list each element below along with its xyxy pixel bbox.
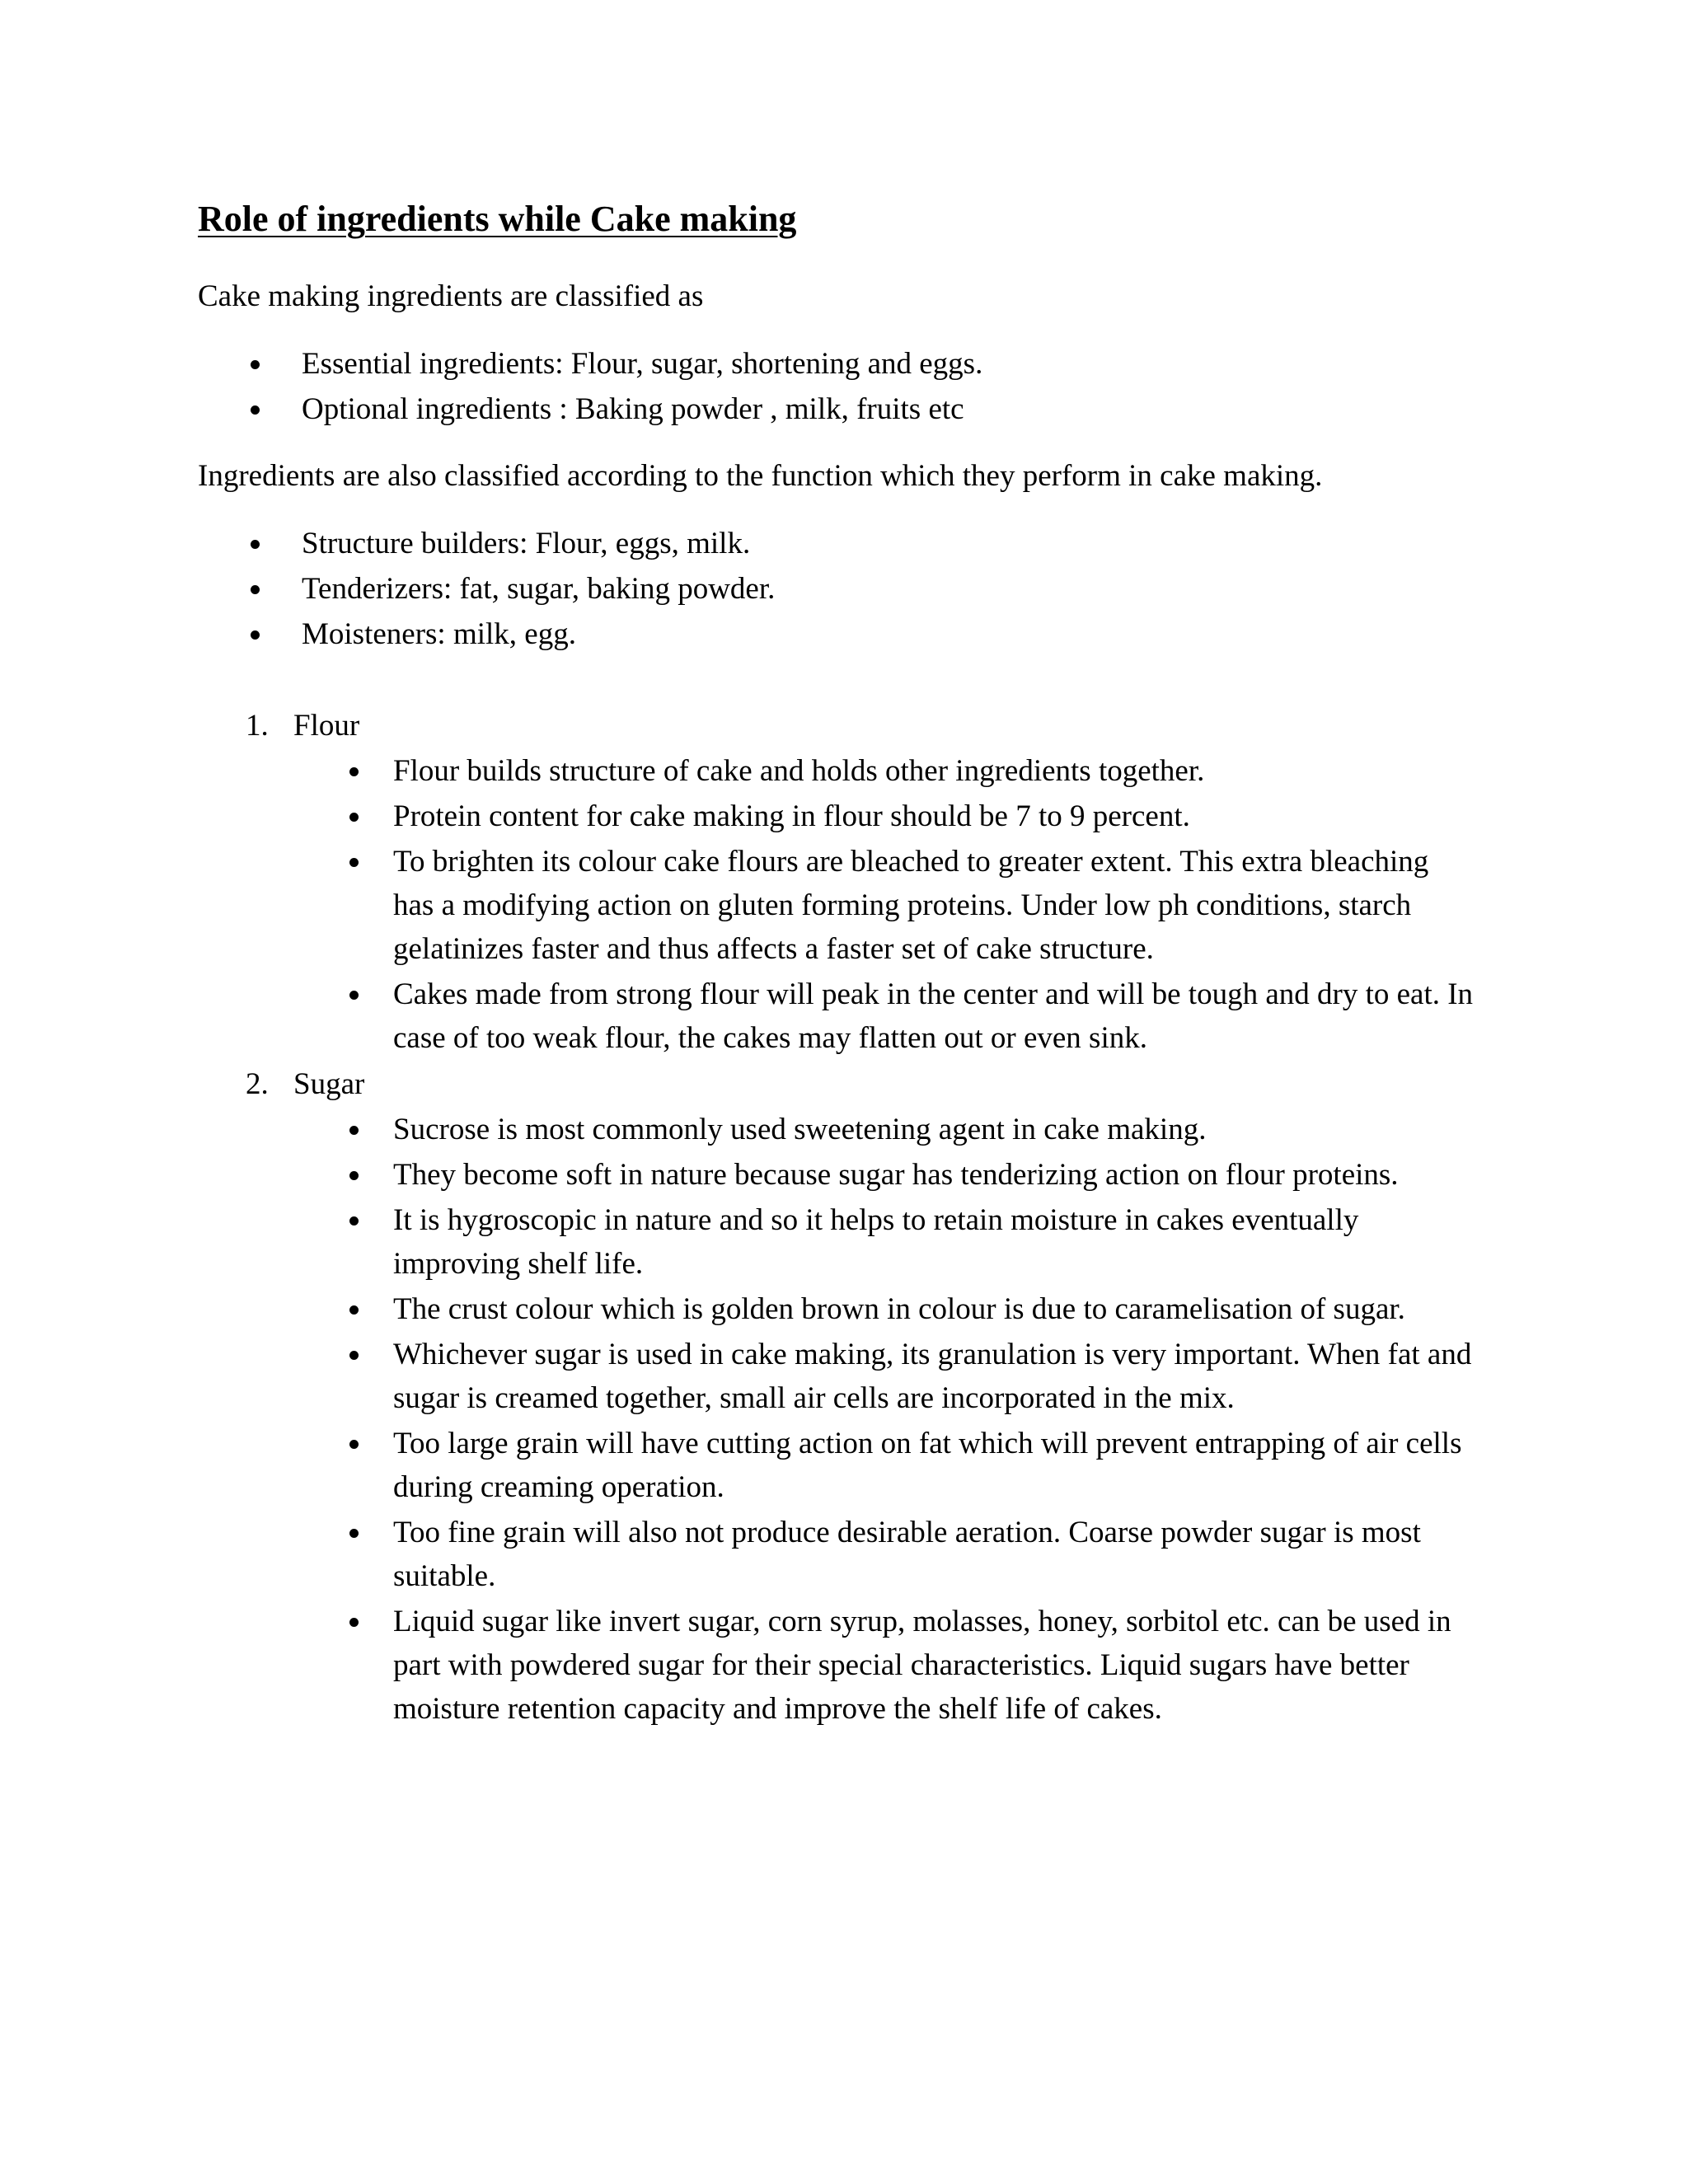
bullet-icon bbox=[251, 585, 260, 594]
bullet-icon bbox=[349, 813, 359, 822]
list-item-text: Too large grain will have cutting action on fat which will prevent entrapping of air cells during creaming operation. bbox=[393, 1427, 1462, 1504]
list-item bbox=[198, 1287, 1484, 1331]
list-item bbox=[198, 387, 1484, 432]
list-item-text: Whichever sugar is used in cake making, its granulation is very important. When fat and sugar is creamed together, small air cells are incorporated in the mix. bbox=[393, 1338, 1472, 1415]
bullet-icon bbox=[349, 1351, 359, 1360]
list-item bbox=[198, 341, 1484, 387]
section-sugar bbox=[198, 1062, 1484, 1731]
function-list bbox=[198, 521, 1484, 657]
bullet-icon bbox=[251, 540, 260, 549]
section-flour bbox=[198, 703, 1484, 1060]
list-item bbox=[198, 566, 1484, 612]
ingredient-sections bbox=[198, 703, 1484, 1731]
list-item bbox=[198, 1333, 1484, 1420]
list-item-text: Liquid sugar like invert sugar, corn syrup, molasses, honey, sorbitol etc. can be used in part with powdered sugar for their special characteristics. Liquid sugars have better moisture retention capacity and improve the shelf life of cakes. bbox=[393, 1605, 1451, 1726]
document-page bbox=[198, 194, 1484, 1732]
list-item bbox=[198, 749, 1484, 793]
list-item-text: The crust colour which is golden brown in colour is due to caramelisation of sugar. bbox=[393, 1292, 1405, 1326]
document-title: Role of ingredients while Cake making bbox=[198, 199, 797, 239]
list-item-text: Essential ingredients: Flour, sugar, shortening and eggs. bbox=[302, 347, 983, 381]
list-item bbox=[198, 521, 1484, 566]
section-points bbox=[198, 749, 1484, 1060]
bullet-icon bbox=[349, 767, 359, 776]
list-item bbox=[198, 612, 1484, 657]
list-item-text: Protein content for cake making in flour should be 7 to 9 percent. bbox=[393, 799, 1190, 833]
section-heading bbox=[198, 703, 1484, 749]
list-item-text: It is hygroscopic in nature and so it helps to retain moisture in cakes eventually improving shelf life. bbox=[393, 1203, 1359, 1281]
bullet-icon bbox=[349, 1171, 359, 1180]
list-item bbox=[198, 1511, 1484, 1598]
bullet-icon bbox=[349, 1126, 359, 1135]
list-item-text: They become soft in nature because sugar has tenderizing action on flour proteins. bbox=[393, 1158, 1399, 1192]
bullet-icon bbox=[349, 1216, 359, 1226]
list-item bbox=[198, 840, 1484, 971]
bullet-icon bbox=[349, 1618, 359, 1627]
list-item-text: To brighten its colour cake flours are bleached to greater extent. This extra bleaching has a modifying action on gluten forming proteins. Under low ph conditions, starch gelatinizes faster and thus affects a faster set of cake structure. bbox=[393, 845, 1429, 966]
list-item bbox=[198, 1422, 1484, 1509]
section-heading bbox=[198, 1062, 1484, 1108]
section-points bbox=[198, 1108, 1484, 1731]
bullet-icon bbox=[349, 991, 359, 1000]
list-item-text: Tenderizers: fat, sugar, baking powder. bbox=[302, 572, 776, 606]
list-item bbox=[198, 794, 1484, 838]
list-item-text: Flour builds structure of cake and holds other ingredients together. bbox=[393, 754, 1205, 788]
section-number: 2. bbox=[246, 1067, 269, 1101]
list-item bbox=[198, 1108, 1484, 1151]
bullet-icon bbox=[349, 858, 359, 867]
list-item-text: Optional ingredients : Baking powder , milk, fruits etc bbox=[302, 392, 964, 426]
intro-paragraph: Cake making ingredients are classified as bbox=[198, 279, 704, 313]
function-intro-paragraph: Ingredients are also classified according to the function which they perform in cake making. bbox=[198, 459, 1323, 493]
section-heading-text: Flour bbox=[293, 709, 360, 743]
list-item-text: Too fine grain will also not produce desirable aeration. Coarse powder sugar is most suitable. bbox=[393, 1516, 1421, 1593]
list-item-text: Structure builders: Flour, eggs, milk. bbox=[302, 527, 751, 560]
list-item-text: Moisteners: milk, egg. bbox=[302, 617, 576, 651]
list-item-text: Sucrose is most commonly used sweetening agent in cake making. bbox=[393, 1113, 1207, 1146]
list-item-text: Cakes made from strong flour will peak in the center and will be tough and dry to eat. In case of too weak flour, the cakes may flatten out or even sink. bbox=[393, 977, 1474, 1055]
section-number: 1. bbox=[246, 709, 269, 743]
classification-list bbox=[198, 341, 1484, 432]
list-item bbox=[198, 1600, 1484, 1731]
bullet-icon bbox=[251, 630, 260, 640]
list-item bbox=[198, 1153, 1484, 1197]
bullet-icon bbox=[349, 1529, 359, 1538]
bullet-icon bbox=[349, 1305, 359, 1315]
list-item bbox=[198, 1198, 1484, 1286]
bullet-icon bbox=[251, 360, 260, 369]
section-heading-text: Sugar bbox=[293, 1067, 365, 1101]
bullet-icon bbox=[251, 405, 260, 415]
bullet-icon bbox=[349, 1440, 359, 1449]
list-item bbox=[198, 972, 1484, 1060]
